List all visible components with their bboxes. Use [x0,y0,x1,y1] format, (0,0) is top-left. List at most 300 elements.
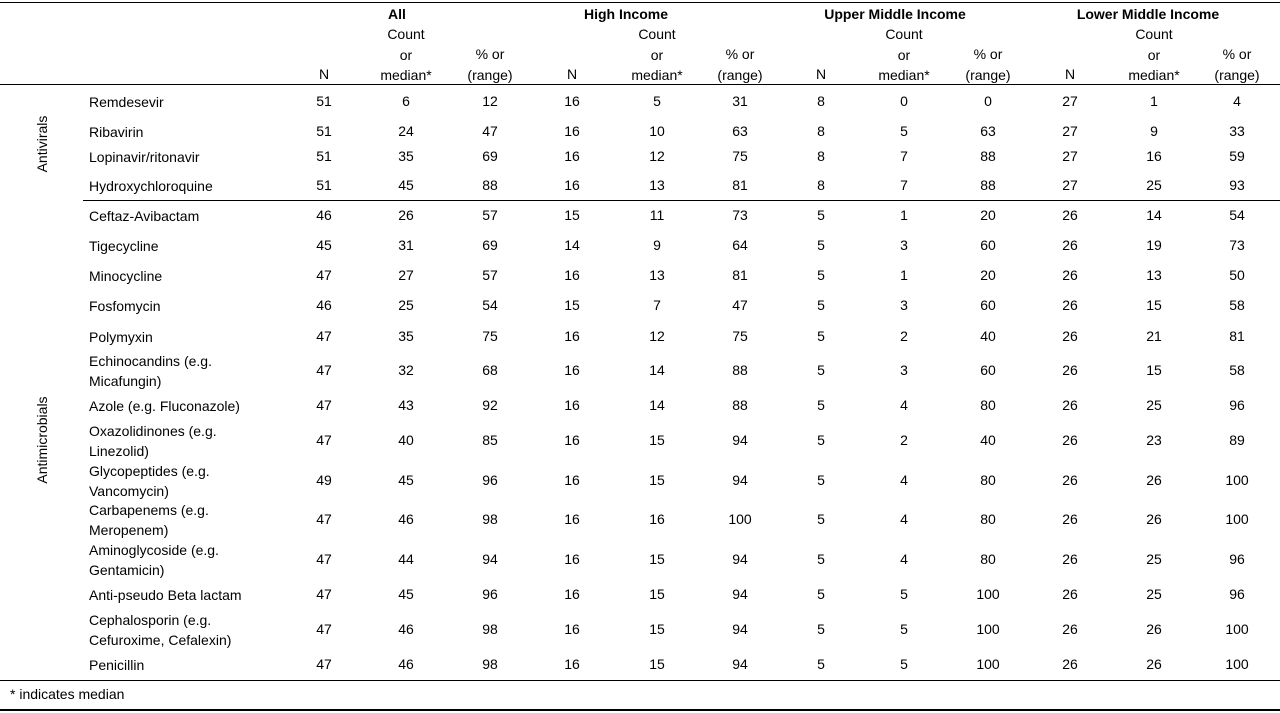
col-header-pct [695,44,785,85]
col-header-pct [1192,44,1280,85]
col-header-count-line: median* [1128,67,1180,83]
table-cell: 54 [482,297,498,313]
drug-name [89,236,159,256]
table-cell: 5 [817,511,825,527]
table-cell: 5 [817,432,825,448]
table-cell: 5 [817,297,825,313]
table-cell: 16 [564,267,580,283]
table-cell: 49 [316,472,332,488]
table-cell: 12 [649,148,665,164]
col-header-count-line: median* [631,67,683,83]
col-header-count [612,24,702,86]
table-cell: 26 [1062,656,1078,672]
table-cell: 26 [1062,621,1078,637]
col-header-count-line: or [1147,46,1161,63]
drug-name-line: Azole (e.g. Fluconazole) [89,398,240,414]
table-cell: 25 [1146,551,1162,567]
table-cell: 40 [980,432,996,448]
table-cell: 100 [1225,511,1249,527]
col-header-n: N [815,66,827,82]
table-cell: 5 [900,586,908,602]
table-cell: 26 [1062,237,1078,253]
table-cell: 14 [649,362,665,378]
drug-name-line: Glycopeptides (e.g. [89,463,210,479]
table-cell: 94 [732,472,748,488]
col-header-n: N [566,66,578,82]
category-label-antivirals: Antivirals [34,115,50,173]
table-cell: 47 [732,297,748,313]
table-cell: 26 [1146,656,1162,672]
col-header-count-line: or [650,46,664,63]
table-cell: 0 [984,93,992,109]
table-cell: 47 [316,328,332,344]
table-cell: 59 [1229,148,1245,164]
drug-name [89,655,144,675]
col-header-count-line: Count [1135,26,1173,42]
table-cell: 1 [900,207,908,223]
col-header-count [1109,24,1199,86]
table-cell: 88 [980,148,996,164]
col-header-count-line: median* [380,67,432,83]
table-cell: 7 [653,297,661,313]
table-cell: 35 [398,328,414,344]
table-cell: 23 [1146,432,1162,448]
table-cell: 43 [398,397,414,413]
table-cell: 46 [316,207,332,223]
table-cell: 25 [1146,397,1162,413]
table-cell: 25 [1146,177,1162,193]
table-cell: 57 [482,267,498,283]
table-cell: 15 [649,586,665,602]
drug-name [89,610,231,650]
table-cell: 51 [316,93,332,109]
table-cell: 35 [398,148,414,164]
drug-name-line: Linezolid) [89,443,149,459]
table-cell: 2 [900,432,908,448]
col-header-n: N [318,66,330,82]
col-header-count-line: Count [387,26,425,42]
table-cell: 27 [1062,123,1078,139]
table-cell: 96 [482,472,498,488]
drug-name [89,296,161,316]
table-cell: 94 [732,551,748,567]
table-cell: 26 [1062,586,1078,602]
drug-name-line: Cephalosporin (e.g. [89,612,212,628]
drug-name-line: Cefuroxime, Cefalexin) [89,632,232,648]
table-cell: 94 [732,586,748,602]
table-cell: 26 [1062,328,1078,344]
table-cell: 15 [1146,362,1162,378]
table-cell: 63 [980,123,996,139]
table-cell: 60 [980,362,996,378]
table-cell: 26 [1062,362,1078,378]
drug-name-line: Echinocandins (e.g. [89,353,212,369]
table-cell: 26 [1062,297,1078,313]
table-cell: 81 [732,177,748,193]
col-header-count-line: or [897,46,911,63]
table-cell: 33 [1229,123,1245,139]
table-cell: 75 [732,148,748,164]
table-cell: 80 [980,472,996,488]
table-cell: 26 [1062,267,1078,283]
table-cell: 40 [980,328,996,344]
table-cell: 47 [316,432,332,448]
table-cell: 5 [817,472,825,488]
group-separator [83,200,1280,201]
table-cell: 100 [976,621,1000,637]
table-cell: 31 [732,93,748,109]
table-cell: 11 [649,207,665,223]
group-header-upper-middle-income: Upper Middle Income [824,6,966,22]
table-cell: 5 [817,586,825,602]
table-cell: 94 [482,551,498,567]
table-cell: 46 [316,297,332,313]
table-cell: 75 [482,328,498,344]
table-cell: 5 [653,93,661,109]
drug-name-line: Tigecycline [89,238,159,254]
table-cell: 47 [482,123,498,139]
drug-name-line: Remdesevir [89,94,164,110]
table-cell: 27 [1062,93,1078,109]
table-cell: 80 [980,397,996,413]
table-cell: 13 [649,267,665,283]
top-rule [0,2,1280,3]
drug-name-line: Ribavirin [89,124,144,140]
table-cell: 46 [398,511,414,527]
table-cell: 89 [1229,432,1245,448]
table-cell: 8 [817,148,825,164]
table-cell: 25 [1146,586,1162,602]
col-header-count-line: median* [878,67,930,83]
table-cell: 58 [1229,362,1245,378]
table-cell: 88 [732,397,748,413]
table-cell: 14 [564,237,580,253]
table-cell: 100 [728,511,752,527]
table-cell: 68 [482,362,498,378]
table-cell: 26 [1062,397,1078,413]
table-cell: 2 [900,328,908,344]
table-cell: 75 [732,328,748,344]
col-header-n: N [1064,66,1076,82]
drug-name [89,147,200,167]
table-cell: 96 [482,586,498,602]
table-cell: 58 [1229,297,1245,313]
drug-name [89,461,210,501]
drug-name-line: Vancomycin) [89,483,169,499]
table-cell: 13 [649,177,665,193]
table-cell: 19 [1146,237,1162,253]
table-cell: 45 [316,237,332,253]
col-header-pct-line: % or [725,46,755,62]
table-cell: 9 [1150,123,1158,139]
table-cell: 63 [732,123,748,139]
drug-name [89,351,212,391]
table-cell: 1 [1150,93,1158,109]
table-cell: 92 [482,397,498,413]
col-header-count [859,24,949,86]
table-cell: 8 [817,177,825,193]
table-cell: 32 [398,362,414,378]
drug-name-line: Oxazolidinones (e.g. [89,423,217,439]
group-header-high-income: High Income [583,6,668,22]
table-cell: 5 [900,123,908,139]
table-cell: 26 [1146,472,1162,488]
table-cell: 93 [1229,177,1245,193]
table-cell: 44 [398,551,414,567]
table-cell: 4 [900,551,908,567]
table-cell: 60 [980,237,996,253]
footnote: * indicates median [10,686,125,702]
col-header-pct-line: (range) [965,66,1011,83]
table-cell: 64 [732,237,748,253]
col-header-pct-line: % or [973,46,1003,62]
table-cell: 4 [1233,93,1241,109]
table-cell: 25 [398,297,414,313]
col-header-count-line: or [399,46,413,63]
table-cell: 46 [398,621,414,637]
table-cell: 5 [900,621,908,637]
table-cell: 12 [649,328,665,344]
table-cell: 27 [398,267,414,283]
table-cell: 4 [900,472,908,488]
col-header-count [361,24,451,86]
table-cell: 16 [564,432,580,448]
table-cell: 69 [482,148,498,164]
table-cell: 47 [316,511,332,527]
table-cell: 57 [482,207,498,223]
table-cell: 26 [1062,472,1078,488]
drug-name [89,585,242,605]
col-header-count-line: Count [638,26,676,42]
drug-name [89,540,219,580]
table-cell: 45 [398,177,414,193]
table-cell: 27 [1062,148,1078,164]
table-cell: 98 [482,511,498,527]
drug-name-line: Meropenem) [89,522,169,538]
table-cell: 26 [1062,551,1078,567]
table-cell: 5 [817,656,825,672]
table-cell: 16 [564,362,580,378]
table-cell: 54 [1229,207,1245,223]
table-cell: 16 [564,511,580,527]
table-cell: 47 [316,656,332,672]
drug-name-line: Lopinavir/ritonavir [89,149,200,165]
table-cell: 26 [1146,511,1162,527]
table-cell: 69 [482,237,498,253]
table-cell: 16 [564,93,580,109]
drug-name-line: Ceftaz-Avibactam [89,208,200,224]
table-cell: 50 [1229,267,1245,283]
col-header-pct [943,44,1033,85]
bottom-rule [0,680,1280,681]
table-cell: 6 [402,93,410,109]
table-cell: 16 [564,123,580,139]
table-cell: 7 [900,177,908,193]
table-cell: 1 [900,267,908,283]
drug-name [89,500,209,540]
drug-name-line: Penicillin [89,657,145,673]
table-cell: 51 [316,177,332,193]
table-cell: 0 [900,93,908,109]
table-cell: 5 [817,237,825,253]
col-header-pct [445,44,535,85]
table-cell: 96 [1229,586,1245,602]
table-cell: 4 [900,511,908,527]
table-cell: 15 [649,621,665,637]
table-cell: 47 [316,621,332,637]
col-header-pct-line: (range) [1214,66,1260,83]
table-cell: 24 [398,123,414,139]
drug-name-line: Aminoglycoside (e.g. [89,542,219,558]
col-header-count-line: Count [885,26,923,42]
table-cell: 47 [316,362,332,378]
table-cell: 96 [1229,397,1245,413]
group-header-all: All [388,6,406,22]
table-cell: 47 [316,551,332,567]
table-cell: 20 [980,207,996,223]
table-cell: 16 [564,397,580,413]
drug-name-line: Anti-pseudo Beta lactam [89,587,242,603]
table-cell: 85 [482,432,498,448]
table-cell: 9 [653,237,661,253]
table-cell: 16 [564,621,580,637]
table-cell: 8 [817,93,825,109]
table-cell: 26 [1146,621,1162,637]
table-cell: 98 [482,656,498,672]
table-cell: 3 [900,237,908,253]
table-cell: 47 [316,586,332,602]
drug-name-line: Carbapenems (e.g. [89,502,209,518]
table-cell: 88 [980,177,996,193]
table-cell: 15 [649,551,665,567]
table-cell: 47 [316,397,332,413]
drug-name [89,206,199,226]
table-cell: 5 [817,328,825,344]
table-cell: 3 [900,362,908,378]
table-cell: 80 [980,511,996,527]
table-cell: 7 [900,148,908,164]
table-cell: 100 [976,586,1000,602]
table-cell: 81 [1229,328,1245,344]
drug-name [89,176,213,196]
table-cell: 15 [564,297,580,313]
table-cell: 100 [1225,621,1249,637]
table-cell: 16 [564,472,580,488]
drug-name-line: Fosfomycin [89,298,161,314]
table-cell: 100 [1225,656,1249,672]
table-cell: 100 [1225,472,1249,488]
table-cell: 16 [1146,148,1162,164]
drug-name-line: Polymyxin [89,329,153,345]
col-header-pct-line: (range) [467,66,513,83]
table-cell: 14 [1146,207,1162,223]
table-cell: 16 [564,656,580,672]
drug-name [89,122,143,142]
table-cell: 3 [900,297,908,313]
col-header-pct-line: % or [1222,46,1252,62]
table-cell: 45 [398,472,414,488]
table-cell: 27 [1062,177,1078,193]
table-cell: 15 [649,472,665,488]
table-cell: 26 [1062,207,1078,223]
table-cell: 31 [398,237,414,253]
table-cell: 5 [817,362,825,378]
table-cell: 94 [732,621,748,637]
drug-name-line: Hydroxychloroquine [89,178,213,194]
footer-rule [0,709,1280,711]
drug-name [89,396,240,416]
table-cell: 51 [316,148,332,164]
table-cell: 47 [316,267,332,283]
group-header-lower-middle-income: Lower Middle Income [1076,6,1220,22]
drug-name-line: Micafungin) [89,373,162,389]
table-cell: 26 [1062,511,1078,527]
table-cell: 26 [398,207,414,223]
table-cell: 16 [564,551,580,567]
table-cell: 100 [976,656,1000,672]
table-cell: 88 [482,177,498,193]
drug-name [89,266,162,286]
table-cell: 4 [900,397,908,413]
table-cell: 8 [817,123,825,139]
table-cell: 16 [564,177,580,193]
table-cell: 15 [564,207,580,223]
table-cell: 80 [980,551,996,567]
table-cell: 15 [1146,297,1162,313]
table-cell: 94 [732,432,748,448]
col-header-pct-line: (range) [717,66,763,83]
table-cell: 15 [649,432,665,448]
table-cell: 16 [564,328,580,344]
table-cell: 5 [817,267,825,283]
table-cell: 98 [482,621,498,637]
drug-name [89,421,217,461]
drug-name [89,92,164,112]
table-cell: 26 [1062,432,1078,448]
drug-name-line: Minocycline [89,268,163,284]
category-label-antimicrobials: Antimicrobials [34,396,50,484]
table-cell: 14 [649,397,665,413]
table-cell: 96 [1229,551,1245,567]
table-cell: 40 [398,432,414,448]
table-cell: 16 [649,511,665,527]
table-cell: 13 [1146,267,1162,283]
table-cell: 5 [817,207,825,223]
table-cell: 60 [980,297,996,313]
drug-name [89,327,153,347]
table-cell: 5 [817,621,825,637]
table-cell: 45 [398,586,414,602]
table-cell: 46 [398,656,414,672]
col-header-pct-line: % or [475,46,505,62]
table-cell: 73 [1229,237,1245,253]
table-cell: 5 [900,656,908,672]
table-cell: 81 [732,267,748,283]
table-cell: 51 [316,123,332,139]
table-cell: 94 [732,656,748,672]
table-cell: 16 [564,586,580,602]
table-cell: 10 [649,123,665,139]
table-cell: 5 [817,397,825,413]
table-cell: 20 [980,267,996,283]
table-cell: 12 [482,93,498,109]
table-cell: 15 [649,656,665,672]
drug-name-line: Gentamicin) [89,562,165,578]
table-cell: 21 [1146,328,1162,344]
table-cell: 88 [732,362,748,378]
table-cell: 73 [732,207,748,223]
table-cell: 5 [817,551,825,567]
